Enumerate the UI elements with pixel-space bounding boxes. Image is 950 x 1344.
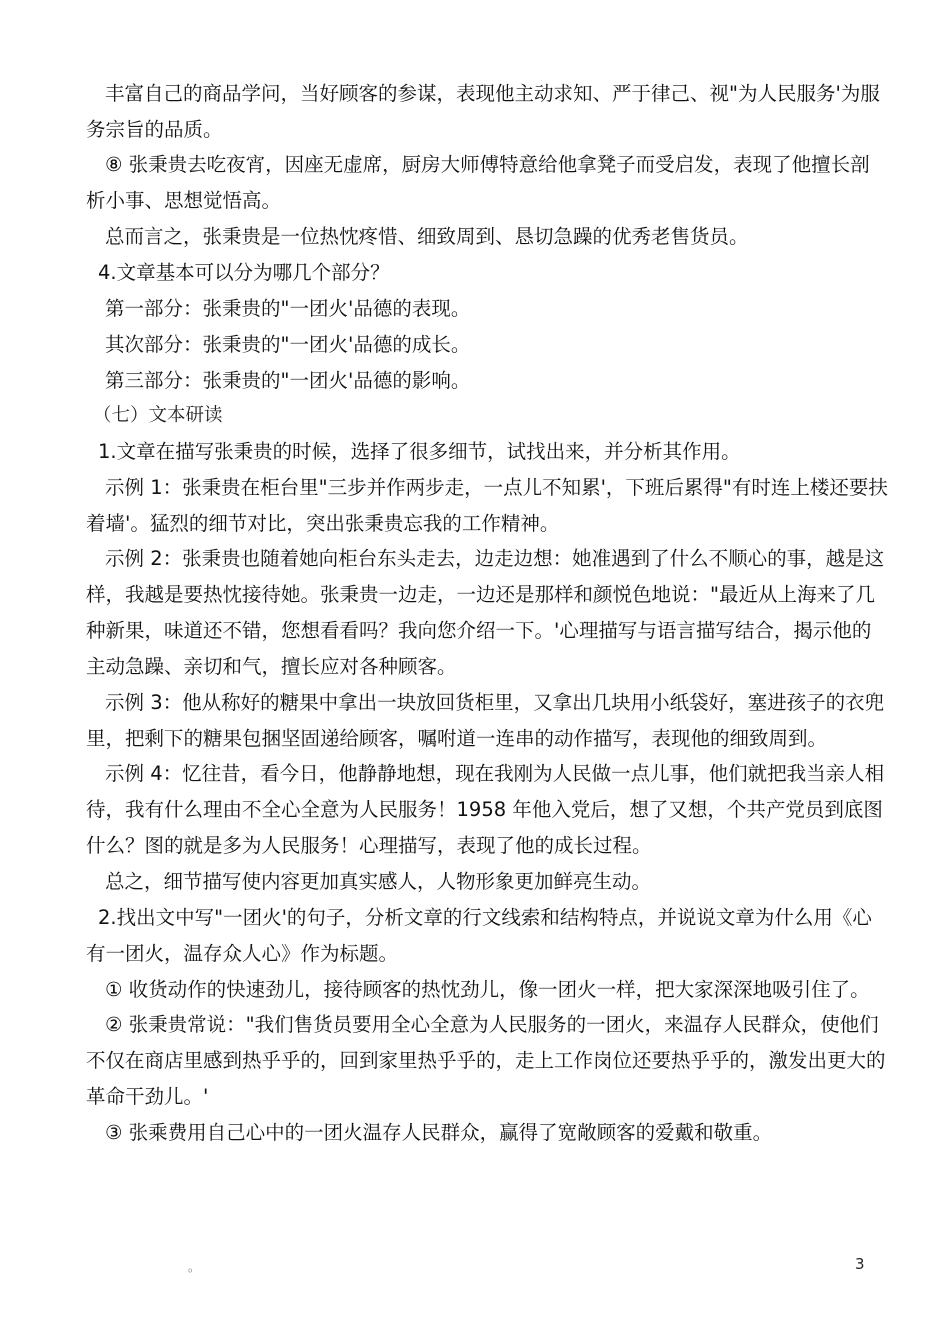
example-3-line: 示例 3：他从称好的糖果中拿出一块放回货柜里，又拿出几块用小纸袋好，塞进孩子的衣兜 bbox=[105, 691, 885, 714]
paragraph-line: 总而言之，张秉贵是一位热忱疼惜、细致周到、恳切急躁的优秀老售货员。 bbox=[105, 225, 749, 248]
example-2-line: 主动急躁、亲切和气，擅长应对各种顾客。 bbox=[86, 655, 457, 678]
paragraph-line: 务宗旨的品质。 bbox=[86, 118, 223, 141]
paragraph-line: 丰富自己的商品学问，当好顾客的参谋，表现他主动求知、严于律己、视"为人民服务'为服 bbox=[105, 82, 880, 105]
answer-1: ① 收货动作的快速劲儿，接待顾客的热忱劲儿，像一团火一样，把大家深深地吸引住了。 bbox=[105, 978, 870, 1001]
example-4-line: 待，我有什么理由不全心全意为人民服务！1958 年他入党后，想了又想，个共产党员到底图 bbox=[86, 798, 883, 821]
question-4: 4.文章基本可以分为哪几个部分？ bbox=[98, 261, 390, 284]
example-3-line: 里，把剩下的糖果包捆坚固递给顾客，嘱咐道一连串的动作描写，表现他的细致周到。 bbox=[86, 727, 828, 750]
footer-mark: 。 bbox=[188, 1260, 201, 1274]
summary: 总之，细节描写使内容更加真实感人，人物形象更加鲜亮生动。 bbox=[105, 870, 652, 893]
example-4-line: 什么？图的就是多为人民服务！心理描写，表现了他的成长过程。 bbox=[86, 834, 652, 857]
part-3: 第三部分：张秉贵的"一团火'品德的影响。 bbox=[105, 369, 471, 392]
part-1: 第一部分：张秉贵的"一团火'品德的表现。 bbox=[105, 297, 471, 320]
example-2-line: 示例 2：张秉贵也随着她向柜台东头走去，边走边想：她准遇到了什么不顺心的事，越是这 bbox=[105, 547, 885, 570]
example-4-line: 示例 4：忆往昔，看今日，他静静地想，现在我刚为人民做一点儿事，他们就把我当亲人相 bbox=[105, 762, 885, 785]
example-1-line: 示例 1：张秉贵在柜台里"三步并作两步走，一点儿不知累'，下班后累得"有时连上楼还要扶 bbox=[105, 476, 888, 499]
section-heading: （七）文本研读 bbox=[93, 405, 223, 426]
question-1: 1.文章在描写张秉贵的时候，选择了很多细节，试找出来，并分析其作用。 bbox=[98, 440, 741, 463]
example-2-line: 样，我越是要热忱接待她。张秉贵一边走，一边还是那样和颜悦色地说："最近从上海来了几 bbox=[86, 583, 875, 606]
question-2-line: 有一团火，温存众人心》作为标题。 bbox=[86, 942, 399, 965]
answer-2-line: 不仅在商店里感到热乎乎的，回到家里热乎乎的，走上工作岗位还要热乎乎的，激发出更大的 bbox=[86, 1049, 886, 1072]
answer-3: ③ 张乘费用自己心中的一团火温存人民群众，赢得了宽敞顾客的爱戴和敬重。 bbox=[105, 1121, 773, 1144]
part-2: 其次部分：张秉贵的"一团火'品德的成长。 bbox=[105, 333, 471, 356]
example-1-line: 着墙'。猛烈的细节对比，突出张秉贵忘我的工作精神。 bbox=[86, 512, 560, 535]
answer-2-line: ② 张秉贵常说："我们售货员要用全心全意为人民服务的一团火，来温存人民群众，使他们 bbox=[105, 1013, 879, 1036]
paragraph-line: ⑧ 张秉贵去吃夜宵，因座无虚席，厨房大师傅特意给他拿凳子而受启发，表现了他擅长剖 bbox=[105, 153, 870, 176]
question-2-line: 2.找出文中写"一团火'的句子，分析文章的行文线索和结构特点，并说说文章为什么用《心 bbox=[98, 906, 872, 929]
answer-2-line: 革命干劲儿。' bbox=[86, 1085, 209, 1108]
example-2-line: 种新果，味道还不错，您想看看吗？我向您介绍一下。'心理描写与语言描写结合，揭示他的 bbox=[86, 619, 872, 642]
page-number: 3 bbox=[855, 1255, 865, 1273]
paragraph-line: 析小事、思想觉悟高。 bbox=[86, 189, 282, 212]
